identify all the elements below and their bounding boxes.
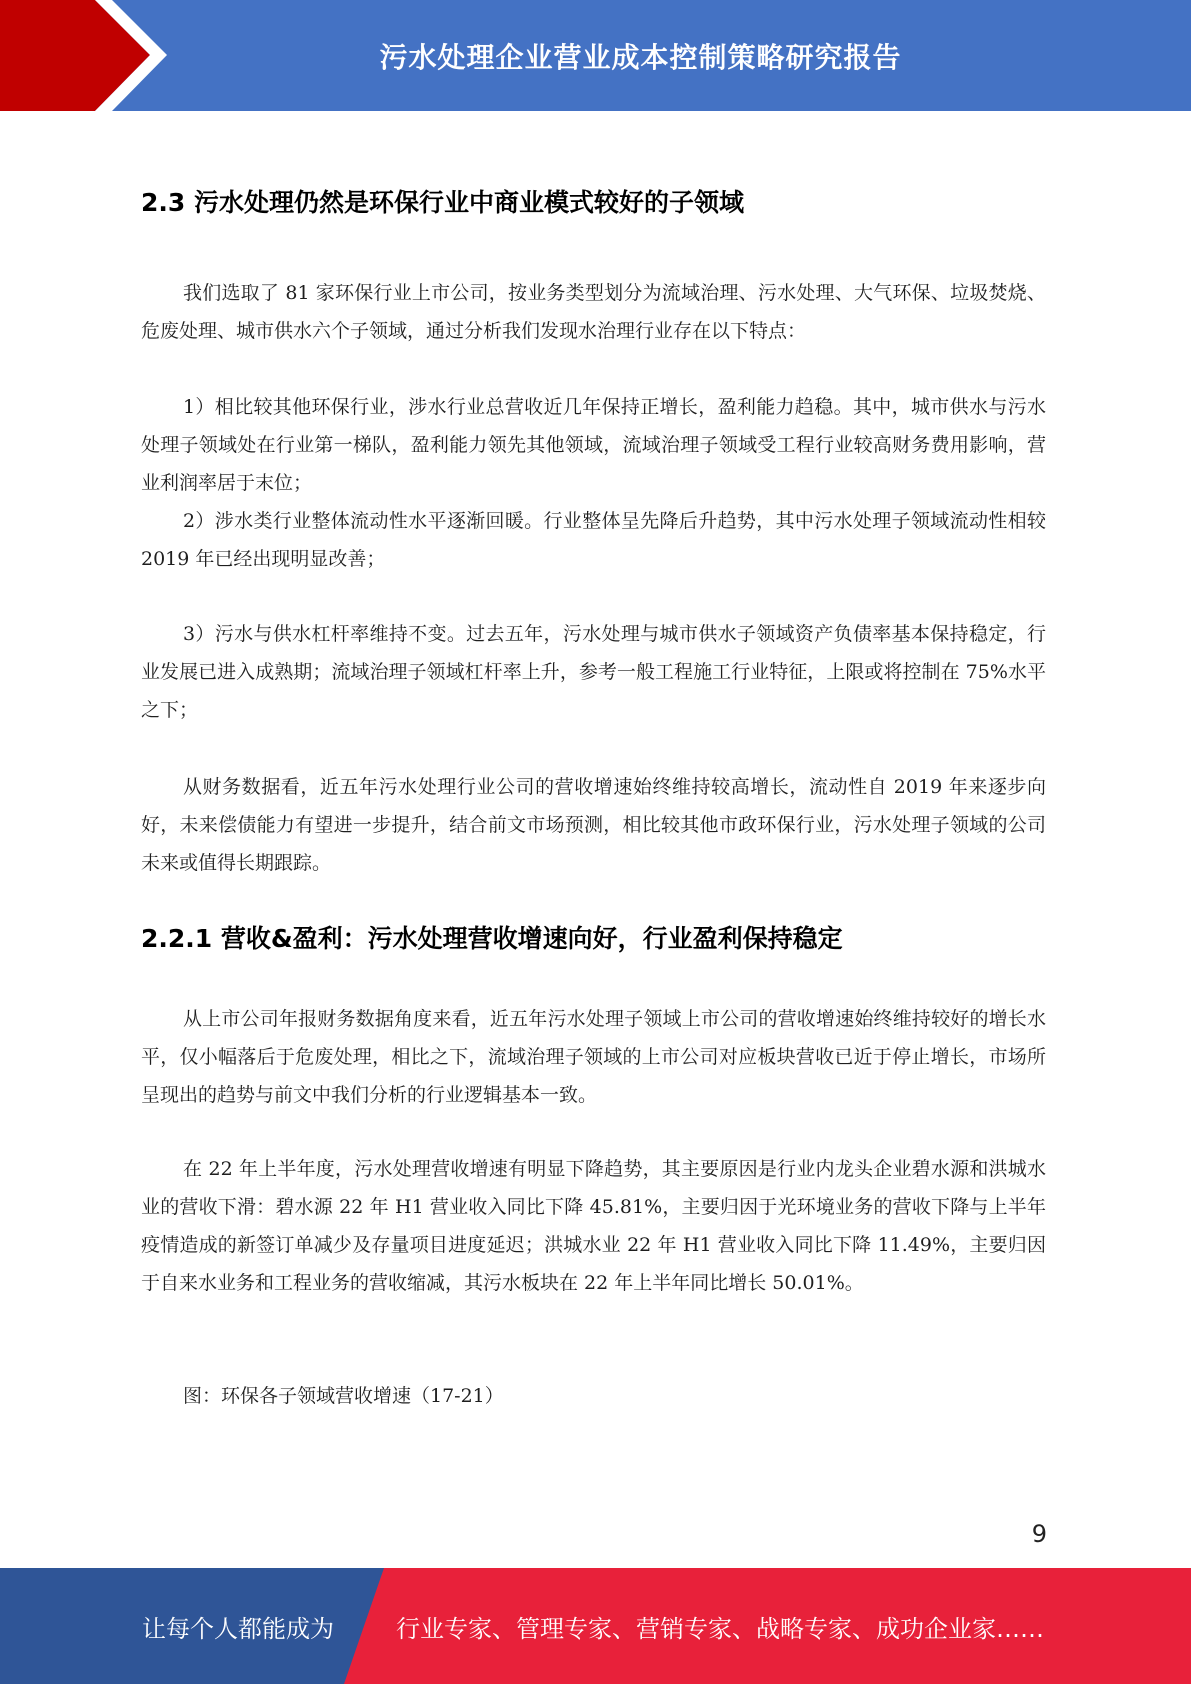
paragraph-intro: 我们选取了 81 家环保行业上市公司，按业务类型划分为流域治理、污水处理、大气环保、垃圾焚烧、危废处理、城市供水六个子领域，通过分析我们发现水治理行业存在以下特点：: [141, 282, 1046, 342]
paragraph-point-3: 3）污水与供水杠杆率维持不变。过去五年，污水处理与城市供水子领域资产负债率基本保持稳定，行业发展已进入成熟期；流域治理子领域杠杆率上升，参考一般工程施工行业特征，上限或将控制在 75%水平之下；: [141, 623, 1046, 721]
report-title: 污水处理企业营业成本控制策略研究报告: [379, 40, 902, 74]
figure-caption: 图：环保各子领域营收增速（17-21）: [183, 1385, 504, 1407]
footer-slogan-right: 行业专家、管理专家、营销专家、战略专家、成功企业家……: [396, 1614, 1044, 1643]
page-footer: [0, 1568, 1191, 1684]
paragraph-point-1: 1）相比较其他环保行业，涉水行业总营收近几年保持正增长，盈利能力趋稳。其中，城市供水与污水处理子领域处在行业第一梯队，盈利能力领先其他领域，流域治理子领域受工程行业较高财务费用影响，营业利润率居于末位；: [141, 396, 1046, 494]
paragraph-summary: 从财务数据看，近五年污水处理行业公司的营收增速始终维持较高增长，流动性自 2019 年来逐步向好，未来偿债能力有望进一步提升，结合前文市场预测，相比较其他市政环保行业，污水处理子领域的公司未来或值得长期跟踪。: [141, 776, 1046, 874]
section-heading-2-3: 2.3 污水处理仍然是环保行业中商业模式较好的子领域: [141, 188, 744, 217]
section-heading-2-2-1: 2.2.1 营收&盈利：污水处理营收增速向好，行业盈利保持稳定: [141, 924, 843, 953]
paragraph-revenue-2: 在 22 年上半年度，污水处理营收增速有明显下降趋势，其主要原因是行业内龙头企业碧水源和洪城水业的营收下滑：碧水源 22 年 H1 营业收入同比下降 45.81%，主要归因于光环境业务的营收下降与上半年疫情造成的新签订单减少及存量项目进度延迟；洪城水业 22 年 H1 营业收入同比下降 11.49%，主要归因于自来水业务和工程业务的营收缩减，其污水板块在 22 年上半年同比增长 50.01%。: [141, 1158, 1046, 1294]
paragraph-point-2: 2）涉水类行业整体流动性水平逐渐回暖。行业整体呈先降后升趋势，其中污水处理子领域流动性相较 2019 年已经出现明显改善；: [141, 510, 1046, 570]
page-header: [0, 0, 1191, 111]
page-number: 9: [1031, 1520, 1047, 1548]
footer-slogan-left: 让每个人都能成为: [142, 1614, 334, 1643]
paragraph-revenue-1: 从上市公司年报财务数据角度来看，近五年污水处理子领域上市公司的营收增速始终维持较好的增长水平，仅小幅落后于危废处理，相比之下，流域治理子领域的上市公司对应板块营收已近于停止增长，市场所呈现出的趋势与前文中我们分析的行业逻辑基本一致。: [141, 1008, 1046, 1106]
